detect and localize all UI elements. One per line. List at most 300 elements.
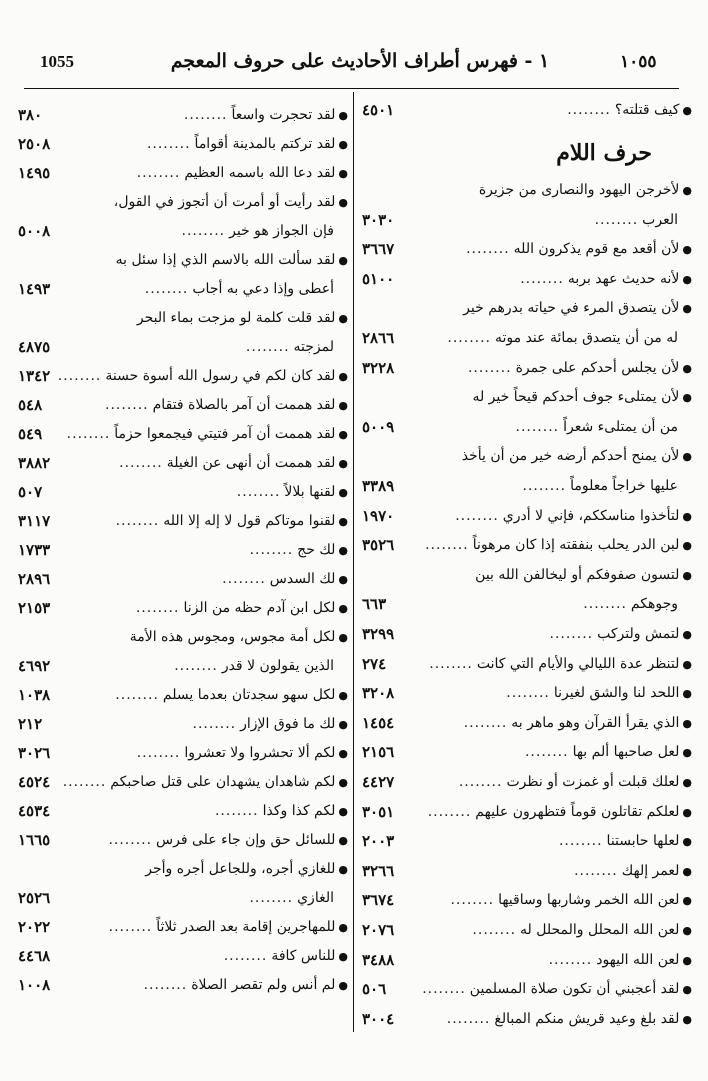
hadith-number: ٤٥٢٤ xyxy=(18,773,51,791)
leader-dots: ........ xyxy=(447,330,491,346)
entry-text xyxy=(516,412,679,443)
hadith-number: ١٦٦٥ xyxy=(18,831,51,849)
hadith-text: وجوهكم xyxy=(630,596,678,613)
leader-dots: ........ xyxy=(66,426,111,442)
hadith-number: ٢٠٢٢ xyxy=(18,918,51,936)
entry-text xyxy=(144,970,348,1001)
entry-text xyxy=(574,856,692,887)
entry-text xyxy=(147,129,348,160)
bullet-icon: ● xyxy=(338,109,348,122)
leader-dots: ........ xyxy=(249,542,294,558)
index-row xyxy=(18,796,348,827)
hadith-number: ٢٠٧٦ xyxy=(362,921,395,939)
hadith-text: لعلكم تقاتلون قوماً فتظهرون عليهم xyxy=(475,803,680,820)
leader-dots: ........ xyxy=(214,803,259,819)
hadith-number: ٢١٥٦ xyxy=(362,743,395,762)
index-row xyxy=(18,709,348,740)
entry-text xyxy=(250,535,348,566)
entry-text xyxy=(184,100,348,131)
leader-dots: ........ xyxy=(245,339,290,355)
index-row xyxy=(362,915,692,946)
entry-text xyxy=(249,883,334,914)
entry-text xyxy=(463,293,692,324)
leader-dots: ........ xyxy=(181,223,226,239)
index-row xyxy=(362,382,692,413)
hadith-number: ٣٢٢٨ xyxy=(362,358,395,377)
entry-text xyxy=(472,915,692,946)
hadith-text: للغازي أجره، وللجاعل أجره وأجر xyxy=(145,861,336,877)
bullet-icon: ● xyxy=(682,776,692,789)
bullet-icon: ● xyxy=(338,602,348,615)
entry-text xyxy=(116,506,348,537)
entry-text xyxy=(429,649,692,680)
leader-dots: ........ xyxy=(455,507,499,524)
entry-text xyxy=(520,264,692,295)
index-row xyxy=(362,205,692,236)
leader-dots: ........ xyxy=(522,478,567,494)
hadith-text: لقد سألت الله بالاسم الذي إذا سئل به xyxy=(115,252,336,268)
leader-dots: ........ xyxy=(520,270,564,287)
index-row xyxy=(18,448,348,479)
bullet-icon: ● xyxy=(682,509,692,523)
entry-text xyxy=(108,825,348,856)
hadith-text: لكل أمة مجوس، ومجوس هذه الأمة xyxy=(129,629,336,645)
entry-text xyxy=(137,158,348,189)
hadith-number: ٣٦٧٤ xyxy=(362,891,395,910)
bullet-icon: ● xyxy=(682,746,692,760)
hadith-text: للناس كافة xyxy=(271,948,336,964)
bullet-icon: ● xyxy=(338,631,348,644)
index-row xyxy=(18,245,348,276)
bullet-icon: ● xyxy=(682,539,692,553)
page-number-latin: 1055 xyxy=(40,52,74,71)
hadith-number: ٥٠٠٨ xyxy=(18,222,51,240)
hadith-text: من أن يمتلىء شعراً xyxy=(563,418,678,435)
leader-dots: ........ xyxy=(506,685,550,702)
bullet-icon: ● xyxy=(338,428,348,441)
hadith-number: ٥٠٠٩ xyxy=(362,417,395,436)
hadith-text: أعطى وإذا دعي به أجاب xyxy=(192,281,334,297)
bullet-icon: ● xyxy=(338,834,348,847)
bullet-icon: ● xyxy=(338,486,348,499)
hadith-text: لأخرجن اليهود والنصارى من جزيرة xyxy=(478,182,680,198)
bullet-icon: ● xyxy=(682,657,692,671)
entry-text xyxy=(145,274,334,305)
hadith-text: لقد بلغ وعيد قريش منكم المبالغ xyxy=(494,1010,680,1027)
index-row xyxy=(18,593,348,624)
index-row xyxy=(18,651,348,682)
leader-dots: ........ xyxy=(222,571,266,587)
entry-text xyxy=(237,477,348,508)
section-heading: حرف اللام xyxy=(556,140,652,166)
hadith-number: ٣٢٦٦ xyxy=(362,861,395,880)
hadith-number: ١٠٣٨ xyxy=(18,686,51,704)
bullet-icon: ● xyxy=(338,167,348,180)
leader-dots: ........ xyxy=(429,655,473,672)
bullet-icon: ● xyxy=(682,716,692,730)
leader-dots: ........ xyxy=(115,513,160,529)
index-row xyxy=(18,506,348,537)
index-row xyxy=(18,303,348,334)
hadith-number: ٢١٥٣ xyxy=(18,599,51,617)
leader-dots: ........ xyxy=(548,951,593,968)
entry-text xyxy=(246,332,334,363)
leader-dots: ........ xyxy=(583,596,627,613)
hadith-text: لقد رأيت أو أمرت أن أتجوز في القول، xyxy=(113,194,336,210)
leader-dots: ........ xyxy=(57,368,102,384)
index-row xyxy=(18,767,348,798)
bullet-icon: ● xyxy=(338,573,348,586)
hadith-text: لعلك قبلت أو غمزت أو نظرت xyxy=(506,774,680,790)
entry-text xyxy=(525,737,692,768)
leader-dots: ........ xyxy=(467,359,512,376)
leader-dots: ........ xyxy=(594,211,639,228)
bullet-icon: ● xyxy=(338,979,348,992)
index-row xyxy=(18,390,348,421)
leader-dots: ........ xyxy=(108,919,153,935)
hadith-number: ٣٣٨٩ xyxy=(362,477,395,495)
hadith-number: ٣٠٠٤ xyxy=(362,1009,395,1028)
hadith-number: ٣١١٧ xyxy=(18,512,51,530)
hadith-text: لتسون صفوفكم أو ليخالفن الله بين xyxy=(475,566,680,583)
page-number-arabic: ١٠٥٥ xyxy=(620,52,657,72)
hadith-number: ٢٨٦٦ xyxy=(362,329,395,347)
index-row xyxy=(18,854,348,885)
entry-text xyxy=(475,560,692,591)
hadith-number: ٤٥٠١ xyxy=(362,101,395,119)
page-header xyxy=(0,0,708,92)
index-row xyxy=(362,974,692,1005)
index-row xyxy=(362,471,692,502)
entry-text xyxy=(559,826,692,857)
bullet-icon: ● xyxy=(338,457,348,470)
hadith-text: لمزجته xyxy=(293,339,334,355)
hadith-text: كيف قتلته؟ xyxy=(614,102,680,118)
bullet-icon: ● xyxy=(338,312,348,325)
leader-dots: ........ xyxy=(446,1010,491,1027)
entry-text xyxy=(215,796,348,827)
hadith-text: الغازي xyxy=(297,890,334,906)
hadith-number: ٣٦٦٧ xyxy=(362,240,395,259)
index-row xyxy=(18,129,348,160)
entry-text xyxy=(145,854,348,885)
leader-dots: ........ xyxy=(192,716,237,732)
hadith-number: ٣٨٨٢ xyxy=(18,454,51,472)
hadith-number: ٢٨٩٦ xyxy=(18,570,51,588)
hadith-text: لأن يتصدق المرء في حياته بدرهم خير xyxy=(463,300,680,317)
bullet-icon: ● xyxy=(338,370,348,383)
index-row xyxy=(18,419,348,450)
bullet-icon: ● xyxy=(682,924,692,937)
bullet-icon: ● xyxy=(682,687,692,701)
leader-dots: ........ xyxy=(524,744,569,761)
entry-text xyxy=(479,175,692,206)
index-row xyxy=(18,680,348,711)
left-column xyxy=(18,92,348,1032)
hadith-number: ٤٦٩٢ xyxy=(18,657,51,675)
hadith-number: ٥٠٧ xyxy=(18,483,43,501)
bullet-icon: ● xyxy=(338,254,348,267)
index-row xyxy=(18,187,348,218)
hadith-text: لعن الله الخمر وشاربها وساقيها xyxy=(498,892,680,909)
bullet-icon: ● xyxy=(338,138,348,151)
hadith-text: لأن يمنح أحدكم أرضه خير من أن يأخذ xyxy=(461,448,680,465)
leader-dots: ........ xyxy=(143,977,188,993)
hadith-number: ٣٢٩٩ xyxy=(362,625,395,643)
bullet-icon: ● xyxy=(682,391,692,405)
entry-text xyxy=(193,709,348,740)
index-row xyxy=(362,856,692,887)
bullet-icon: ● xyxy=(682,835,692,849)
hadith-text: للسائل حق وإن جاء على فرس xyxy=(156,832,336,848)
index-row xyxy=(18,158,348,189)
hadith-number: ٤٨٧٥ xyxy=(18,338,51,356)
hadith-number: ٤٤٢٧ xyxy=(362,773,395,791)
hadith-text: العرب xyxy=(642,211,678,228)
bullet-icon: ● xyxy=(682,864,692,878)
hadith-text: لكل ابن آدم حظه من الزنا xyxy=(183,600,336,616)
entry-text xyxy=(472,382,692,413)
hadith-text: للمهاجرين إقامة بعد الصدر ثلاثاً xyxy=(156,919,336,935)
index-row xyxy=(362,95,692,126)
hadith-number: ٢٠٠٣ xyxy=(362,832,395,851)
hadith-text: لتنظر عدة الليالي والأيام التي كانت xyxy=(476,655,680,672)
page-title: ١ - فهرس أطراف الأحاديث على حروف المعجم xyxy=(170,50,550,72)
hadith-text: لعمر إلهك xyxy=(621,862,680,879)
entry-text xyxy=(595,205,678,236)
entry-text xyxy=(567,95,692,126)
leader-dots: ........ xyxy=(108,832,153,848)
index-row xyxy=(18,941,348,972)
bullet-icon: ● xyxy=(682,104,692,117)
index-row xyxy=(362,945,692,976)
hadith-number: ٢٧٤ xyxy=(362,654,387,673)
hadith-number: ١٩٧٠ xyxy=(362,506,395,525)
entry-text xyxy=(459,767,692,798)
entry-text xyxy=(583,589,678,620)
index-row xyxy=(362,589,692,620)
hadith-text: لعن الله المحلل والمحلل له xyxy=(520,922,680,938)
entry-text xyxy=(468,353,692,384)
leader-dots: ........ xyxy=(450,892,495,909)
index-row xyxy=(18,535,348,566)
entry-text xyxy=(105,390,348,421)
index-row xyxy=(18,825,348,856)
hadith-number: ١٤٥٤ xyxy=(362,713,395,732)
entry-text xyxy=(116,245,348,276)
leader-dots: ........ xyxy=(567,102,611,118)
entry-text xyxy=(549,945,692,976)
bullet-icon: ● xyxy=(338,863,348,876)
hadith-number: ١٤٩٥ xyxy=(18,164,51,182)
entry-text xyxy=(137,738,348,769)
hadith-text: لكل سهو سجدتان بعدما يسلم xyxy=(162,687,336,703)
hadith-text: لتأخذوا مناسككم، فإني لا أدري xyxy=(502,507,680,524)
leader-dots: ........ xyxy=(146,136,191,152)
leader-dots: ........ xyxy=(425,537,469,554)
index-row xyxy=(362,619,692,650)
hadith-number: ٥٤٩ xyxy=(18,425,43,443)
bullet-icon: ● xyxy=(682,1012,692,1026)
leader-dots: ........ xyxy=(115,687,159,703)
index-row xyxy=(362,264,692,295)
entry-text xyxy=(224,941,348,972)
entry-text xyxy=(462,441,692,472)
bullet-icon: ● xyxy=(338,805,348,818)
hadith-number: ٢١٢ xyxy=(18,715,43,733)
bullet-icon: ● xyxy=(682,894,692,908)
index-row xyxy=(362,441,692,472)
index-row xyxy=(362,560,692,591)
index-row xyxy=(362,353,692,384)
hadith-number: ٤٥٣٤ xyxy=(18,802,51,820)
hadith-text: لعلها حابستنا xyxy=(606,833,680,850)
index-row xyxy=(362,234,692,265)
hadith-text: لقد كان لكم في رسول الله أسوة حسنة xyxy=(105,368,336,384)
bullet-icon: ● xyxy=(682,272,692,286)
hadith-number: ٢٥٠٨ xyxy=(18,135,51,153)
hadith-number: ٣٠٥١ xyxy=(362,802,395,821)
entry-text xyxy=(466,234,692,265)
hadith-number: ٣٨٠ xyxy=(18,106,43,124)
bullet-icon: ● xyxy=(682,361,692,375)
hadith-number: ٣٥٢٦ xyxy=(362,536,395,555)
entry-text xyxy=(109,912,348,943)
entry-text xyxy=(506,678,692,709)
entry-text xyxy=(182,216,335,247)
hadith-text: لك السدس xyxy=(269,571,336,587)
hadith-text: لقد هممت أن أنهى عن الغيلة xyxy=(166,455,336,471)
hadith-text: لقد قلت كلمة لو مزجت بماء البحر xyxy=(136,310,336,326)
hadith-text: اللحد لنا والشق لغيرنا xyxy=(553,685,680,702)
entry-text xyxy=(174,651,334,682)
hadith-text: لقد أعجبني أن تكون صلاة المسلمين xyxy=(469,981,680,998)
hadith-number: ١٣٤٢ xyxy=(18,367,51,385)
hadith-text: لتمش ولتركب xyxy=(597,626,680,642)
index-row xyxy=(362,323,692,354)
entry-text xyxy=(450,885,692,916)
entry-text xyxy=(67,419,348,450)
entry-text xyxy=(522,471,678,502)
leader-dots: ........ xyxy=(422,981,466,998)
leader-dots: ........ xyxy=(223,948,268,964)
hadith-text: لقنها بلالاً xyxy=(284,484,336,500)
leader-dots: ........ xyxy=(472,922,517,938)
hadith-text: لعل صاحبها ألم بها xyxy=(572,744,680,761)
index-row xyxy=(362,708,692,739)
entry-text xyxy=(455,501,692,532)
leader-dots: ........ xyxy=(136,745,181,761)
bullet-icon: ● xyxy=(682,568,692,582)
leader-dots: ........ xyxy=(515,418,560,435)
leader-dots: ........ xyxy=(135,600,180,616)
bullet-icon: ● xyxy=(682,628,692,641)
leader-dots: ........ xyxy=(144,281,189,297)
index-row xyxy=(362,826,692,857)
index-row xyxy=(18,738,348,769)
bullet-icon: ● xyxy=(338,776,348,789)
leader-dots: ........ xyxy=(62,774,107,790)
entry-text xyxy=(422,974,692,1005)
index-row xyxy=(18,970,348,1001)
hadith-text: لقد تحجرت واسعاً xyxy=(231,107,336,123)
hadith-text: عليها خراجاً معلوماً xyxy=(570,478,678,494)
hadith-text: لبن الدر يحلب بنفقته إذا كان مرهوناً xyxy=(472,537,680,554)
entry-text xyxy=(464,708,692,739)
hadith-text: لأن يجلس أحدكم على جمرة xyxy=(515,359,680,376)
index-row xyxy=(18,564,348,595)
index-row xyxy=(362,767,692,798)
hadith-text: لعن الله اليهود xyxy=(596,951,680,968)
right-column xyxy=(362,92,692,1032)
bullet-icon: ● xyxy=(682,983,692,997)
hadith-text: لقد هممت أن آمر فتيتي فيجمعوا حزماً xyxy=(114,426,336,442)
column-divider xyxy=(353,92,354,1032)
leader-dots: ........ xyxy=(105,397,149,413)
leader-dots: ........ xyxy=(136,165,181,181)
leader-dots: ........ xyxy=(183,107,228,123)
index-row xyxy=(362,501,692,532)
index-row xyxy=(18,477,348,508)
bullet-icon: ● xyxy=(338,196,348,209)
hadith-text: لقد هممت أن آمر بالصلاة فتقام xyxy=(152,397,336,413)
index-row xyxy=(362,412,692,443)
leader-dots: ........ xyxy=(574,862,618,879)
hadith-text: له من أن يتصدق بمائة عند موته xyxy=(495,330,678,346)
bullet-icon: ● xyxy=(338,921,348,934)
index-row xyxy=(18,216,348,247)
entry-text xyxy=(425,530,692,561)
index-row xyxy=(362,293,692,324)
entry-text xyxy=(222,564,348,595)
hadith-number: ٥٤٨ xyxy=(18,396,43,414)
entry-text xyxy=(550,619,693,650)
hadith-text: لك حج xyxy=(297,542,336,558)
hadith-number: ٣٤٨٨ xyxy=(362,950,395,969)
hadith-number: ٢٥٢٦ xyxy=(18,889,51,907)
index-row xyxy=(362,530,692,561)
entry-text xyxy=(63,767,348,798)
index-row xyxy=(18,274,348,305)
leader-dots: ........ xyxy=(236,484,281,500)
bullet-icon: ● xyxy=(338,718,348,731)
entry-text xyxy=(447,1004,692,1035)
hadith-number: ٤٤٦٨ xyxy=(18,947,51,965)
leader-dots: ........ xyxy=(174,658,218,674)
hadith-number: ٣٠٣٠ xyxy=(362,210,395,229)
hadith-text: لكم كذا وكذا xyxy=(262,803,336,819)
entry-text xyxy=(115,680,348,711)
leader-dots: ........ xyxy=(249,890,294,906)
header-rule xyxy=(24,88,679,89)
index-row xyxy=(362,678,692,709)
hadith-text: لأن أقعد مع قوم يذكرون الله xyxy=(513,241,680,258)
entry-text xyxy=(428,797,692,828)
hadith-text: لم أنس ولم تقصر الصلاة xyxy=(191,977,336,993)
bullet-icon: ● xyxy=(682,953,692,967)
hadith-number: ٣٠٢٦ xyxy=(18,744,51,762)
leader-dots: ........ xyxy=(466,241,510,258)
leader-dots: ........ xyxy=(458,774,503,790)
hadith-text: لكم ألا تحشروا ولا تعشروا xyxy=(184,745,336,761)
hadith-text: لأنه حديث عهد بربه xyxy=(567,270,680,287)
entry-text xyxy=(137,303,348,334)
bullet-icon: ● xyxy=(338,747,348,760)
hadith-number: ٥٠٦ xyxy=(362,980,387,999)
hadith-text: لك ما فوق الإزار xyxy=(240,716,336,732)
entry-text xyxy=(58,361,348,392)
entry-text xyxy=(130,622,348,653)
